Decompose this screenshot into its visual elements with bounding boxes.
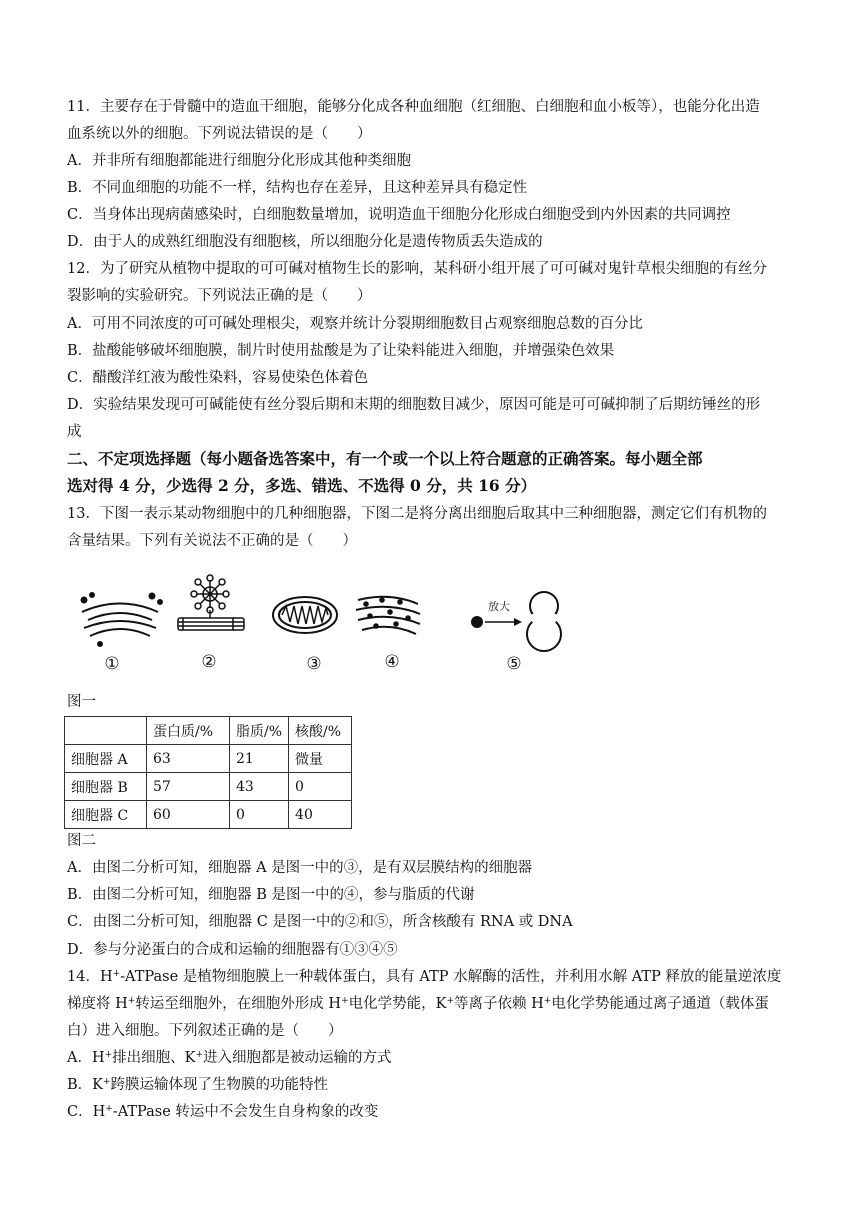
q14-stem-line3: 白）进入细胞。下列叙述正确的是（ ）: [67, 1023, 343, 1039]
table-cell: 57: [147, 773, 230, 801]
table-cell: 微量: [289, 745, 352, 773]
q12-option-c: C．醋酸洋红液为酸性染料，容易使染色体着色: [67, 370, 369, 386]
table-row: [65, 745, 352, 773]
q11-stem-line1: 11．主要存在于骨髓中的造血干细胞，能够分化成各种血细胞（红细胞、白细胞和血小板等），也能分化出造: [67, 99, 760, 115]
q13-stem-line2: 含量结果。下列有关说法不正确的是（ ）: [67, 533, 357, 549]
zoom-label: 放大: [488, 600, 510, 613]
q14-stem-line2: 梯度将 H+转运至细胞外，在细胞外形成 H+电化学势能，K+等离子依赖 H+电化学势能通过离子通道（载体蛋: [67, 996, 769, 1012]
figure-label-5: ⑤: [506, 654, 522, 674]
table-cell: 21: [230, 745, 289, 773]
q13-stem-line1: 13．下图一表示某动物细胞中的几种细胞器，下图二是将分离出细胞后取其中三种细胞器，测定它们有机物的: [67, 506, 767, 522]
table-header-cell: 蛋白质/%: [147, 717, 230, 745]
fig2-caption: 图二: [67, 833, 96, 849]
ribosome-drawing: [471, 592, 561, 651]
q12-stem-line1: 12．为了研究从植物中提取的可可碱对植物生长的影响，某科研小组开展了可可碱对鬼针草根尖细胞的有丝分: [67, 261, 767, 277]
table-cell: 0: [230, 801, 289, 829]
ribosome-dot: [471, 616, 483, 628]
q12-stem-line2: 裂影响的实验研究。下列说法正确的是（ ）: [67, 288, 372, 304]
q11-stem-line2: 血系统以外的细胞。下列说法错误的是（ ）: [67, 126, 372, 142]
figure-label-4: ④: [384, 652, 400, 672]
table-header-cell: [65, 717, 147, 745]
table-row: [65, 773, 352, 801]
table-cell: 细胞器 C: [65, 801, 147, 829]
figure-label-1: ①: [104, 654, 120, 674]
endoplasmic-reticulum-drawing: [356, 597, 420, 634]
table-header-cell: 脂质/%: [230, 717, 289, 745]
table-header-row: [65, 717, 352, 745]
q14-option-c: C．H+-ATPase 转运中不会发生自身构象的改变: [67, 1104, 379, 1120]
section2-heading-line2: 选对得 4 分，少选得 2 分，多选、错选、不选得 0 分，共 16 分）: [67, 476, 537, 495]
table-cell: 细胞器 A: [65, 745, 147, 773]
section2-heading-line1: 二、不定项选择题（每小题备选答案中，有一个或一个以上符合题意的正确答案。每小题全部: [67, 449, 703, 468]
q12-option-d: D．实验结果发现可可碱能使有丝分裂后期和末期的细胞数目减少，原因可能是可可碱抑制了后期纺锤丝的形: [67, 397, 761, 413]
q13-option-c: C．由图二分析可知，细胞器 C 是图一中的②和⑤，所含核酸有 RNA 或 DNA: [67, 914, 573, 930]
table-row: [65, 801, 352, 829]
table-cell: 43: [230, 773, 289, 801]
q11-option-d: D．由于人的成熟红细胞没有细胞核，所以细胞分化是遗传物质丢失造成的: [67, 234, 543, 250]
q12-option-a: A．可用不同浓度的可可碱处理根尖，观察并统计分裂期细胞数目占观察细胞总数的百分比: [67, 316, 643, 332]
q11-option-a: A．并非所有细胞都能进行细胞分化形成其他种类细胞: [67, 153, 411, 169]
table-header-cell: 核酸/%: [289, 717, 352, 745]
fig1-caption: 图一: [67, 694, 96, 710]
q14-option-b: B．K+跨膜运输体现了生物膜的功能特性: [67, 1077, 329, 1093]
q11-option-b: B．不同血细胞的功能不一样，结构也存在差异，且这种差异具有稳定性: [67, 180, 528, 196]
table-cell: 0: [289, 773, 352, 801]
table-cell: 63: [147, 745, 230, 773]
q12-option-d-cont: 成: [67, 424, 82, 440]
figure-label-2: ②: [201, 652, 217, 672]
q11-option-c: C．当身体出现病菌感染时，白细胞数量增加，说明造血干细胞分化形成白细胞受到内外因素的共同调控: [67, 207, 731, 223]
figure-label-3: ③: [306, 654, 322, 674]
q13-option-b: B．由图二分析可知，细胞器 B 是图一中的④，参与脂质的代谢: [67, 887, 475, 903]
table-cell: 40: [289, 801, 352, 829]
q12-option-b: B．盐酸能够破坏细胞膜，制片时使用盐酸是为了让染料能进入细胞，并增强染色效果: [67, 343, 615, 359]
q13-option-a: A．由图二分析可知，细胞器 A 是图一中的③，是有双层膜结构的细胞器: [67, 860, 533, 876]
table-cell: 60: [147, 801, 230, 829]
organelle-figure: [70, 570, 570, 680]
table-cell: 细胞器 B: [65, 773, 147, 801]
q14-stem-line1: 14．H+-ATPase 是植物细胞膜上一种载体蛋白，具有 ATP 水解酶的活性，并利用水解 ATP 释放的能量逆浓度: [67, 969, 782, 985]
q13-option-d: D．参与分泌蛋白的合成和运输的细胞器有①③④⑤: [67, 942, 398, 958]
q14-option-a: A．H+排出细胞、K+进入细胞都是被动运输的方式: [67, 1050, 392, 1066]
organelle-composition-table: [64, 716, 352, 829]
golgi-apparatus-drawing: [82, 593, 163, 646]
centrosome-drawing: [178, 575, 244, 630]
mitochondrion-drawing: [273, 597, 337, 633]
